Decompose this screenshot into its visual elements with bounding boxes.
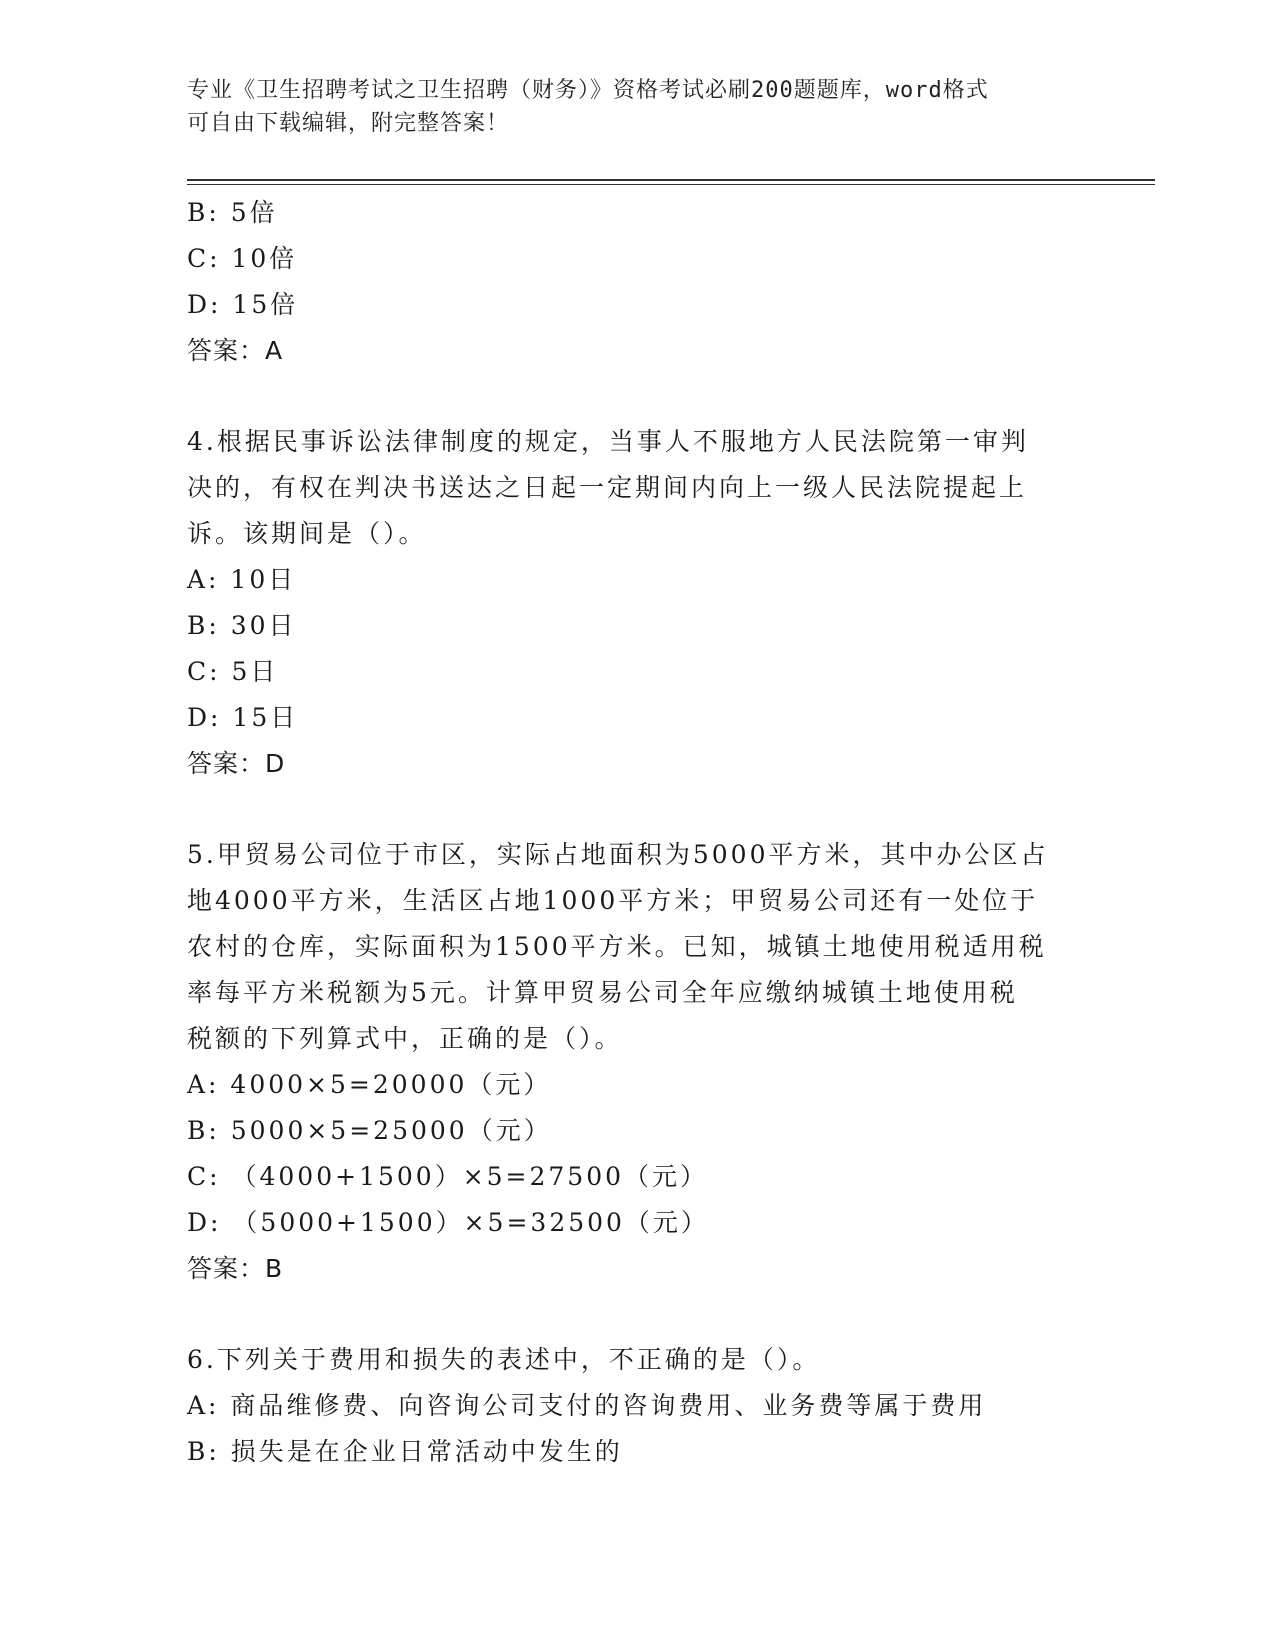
option-c: C: 10倍 [187, 244, 298, 273]
answer-line: 答案：B [187, 1254, 284, 1283]
option-d: D: （5000+1500）×5=32500（元） [187, 1208, 709, 1237]
question-text-line: 诉。该期间是（）。 [187, 519, 427, 548]
spacer [187, 374, 1087, 419]
spacer [187, 787, 1087, 832]
question-block-5 [187, 832, 1087, 1292]
question-text-line: 决的，有权在判决书送达之日起一定期间内向上一级人民法院提起上 [187, 473, 1028, 502]
option-a: A: 10日 [187, 565, 297, 594]
question-text-line: 率每平方米税额为5元。计算甲贸易公司全年应缴纳城镇土地使用税 [187, 978, 1018, 1007]
header-title-line-2: 可自由下载编辑，附完整答案！ [187, 111, 510, 136]
question-text-line: 农村的仓库，实际面积为1500平方米。已知，城镇土地使用税适用税 [187, 932, 1047, 961]
option-c: C: （4000+1500）×5=27500（元） [187, 1162, 709, 1191]
option-b: B: 30日 [187, 611, 297, 640]
header-divider-thick [187, 179, 1155, 181]
question-text-line: 税额的下列算式中，正确的是（）。 [187, 1024, 623, 1053]
question-list [187, 190, 1087, 1475]
question-text-line: 6.下列关于费用和损失的表述中，不正确的是（）。 [187, 1345, 821, 1374]
question-text-line: 5.甲贸易公司位于市区，实际占地面积为5000平方米，其中办公区占 [187, 840, 1049, 869]
option-d: D: 15日 [187, 703, 299, 732]
header-divider-thin [187, 184, 1155, 185]
answer-line: 答案：D [187, 749, 286, 778]
question-block-4 [187, 419, 1087, 787]
option-b: B: 5000×5=25000（元） [187, 1116, 552, 1145]
document-header [187, 74, 1087, 140]
option-a: A: 商品维修费、向咨询公司支付的咨询费用、业务费等属于费用 [187, 1391, 987, 1420]
spacer [187, 1292, 1087, 1337]
option-d: D: 15倍 [187, 290, 299, 319]
answer-line: 答案：A [187, 336, 284, 365]
option-a: A: 4000×5=20000（元） [187, 1070, 552, 1099]
option-c: C: 5日 [187, 657, 279, 686]
option-b: B: 5倍 [187, 198, 278, 227]
question-block-3 [187, 190, 1087, 374]
question-text-line: 4.根据民事诉讼法律制度的规定，当事人不服地方人民法院第一审判 [187, 427, 1029, 456]
question-block-6 [187, 1337, 1087, 1475]
question-text-line: 地4000平方米，生活区占地1000平方米；甲贸易公司还有一处位于 [187, 886, 1039, 915]
option-b: B: 损失是在企业日常活动中发生的 [187, 1437, 623, 1466]
header-title-line-1: 专业《卫生招聘考试之卫生招聘（财务）》资格考试必刷200题题库，word格式 [187, 78, 989, 103]
